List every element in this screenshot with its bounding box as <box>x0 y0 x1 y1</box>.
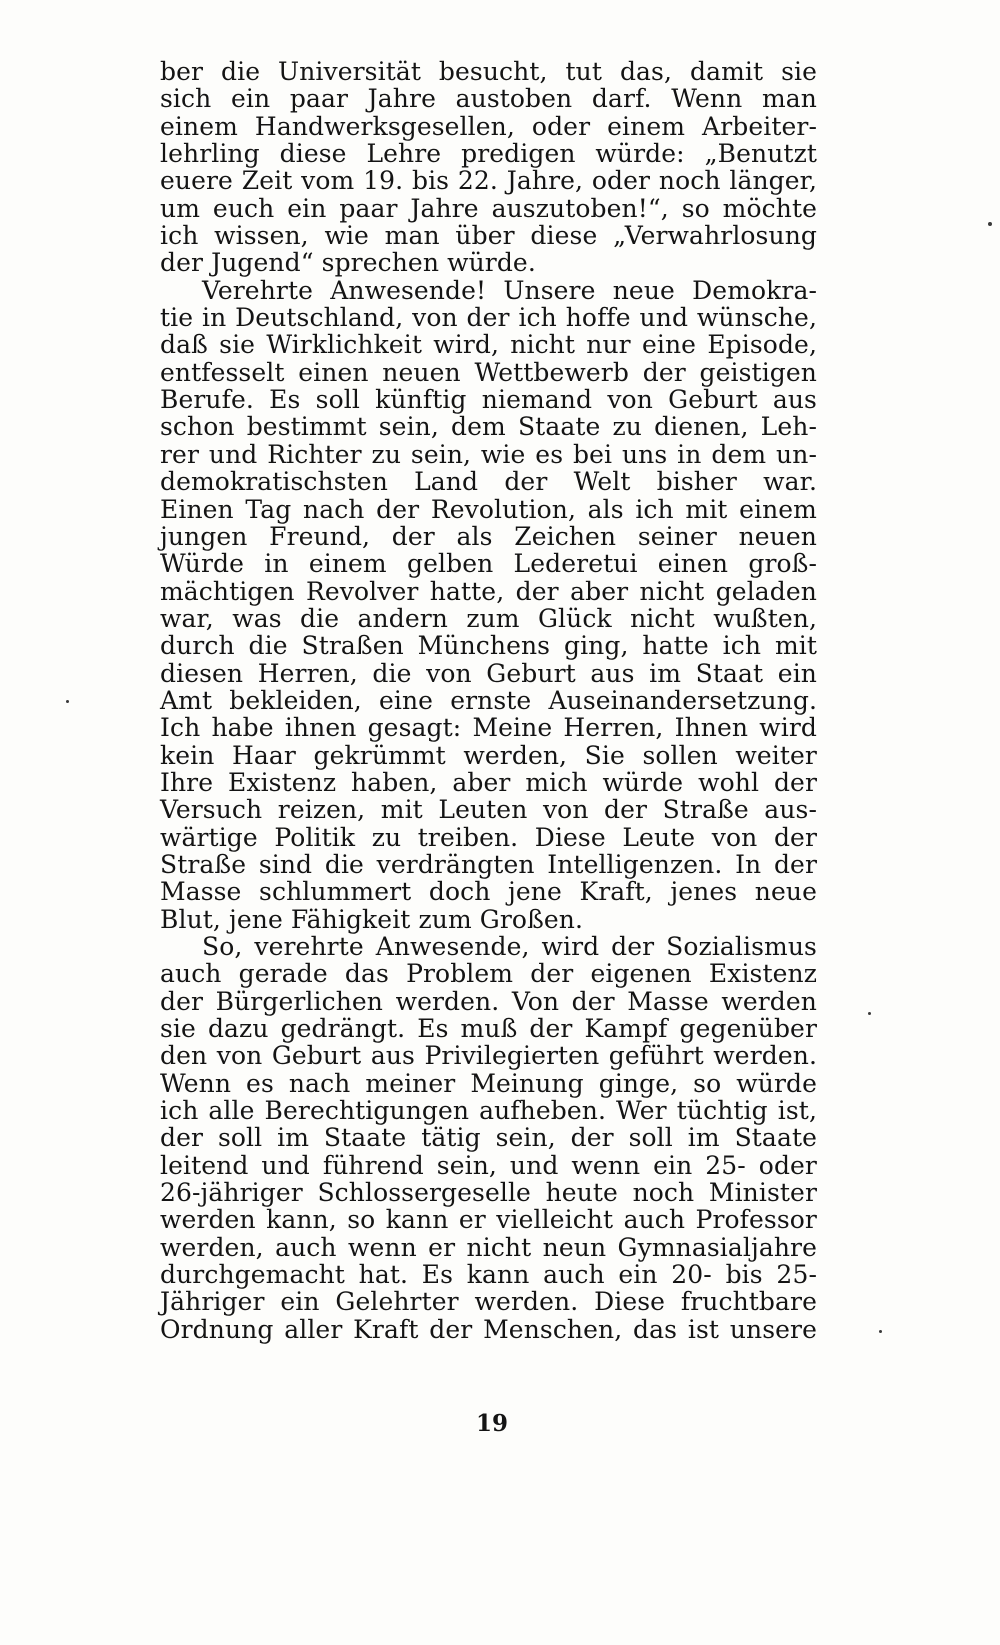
text-line: sie dazu gedrängt. Es muß der Kampf gegenüber <box>160 1014 817 1044</box>
text-line: ber die Universität besucht, tut das, damit sie <box>160 57 817 86</box>
text-line: daß sie Wirklichkeit wird, nicht nur eine Episode, <box>160 330 817 360</box>
text-line: diesen Herren, die von Geburt aus im Staat ein <box>160 658 817 688</box>
text-line: leitend und führend sein, und wenn ein 25- oder <box>160 1150 817 1180</box>
text-line: wärtige Politik zu treiben. Diese Leute von der <box>160 822 817 852</box>
text-line: durchgemacht hat. Es kann auch ein 20- bis 25- <box>160 1260 817 1290</box>
text-line: tie in Deutschland, von der ich hoffe und wünsche, <box>160 303 817 333</box>
text-line: ich alle Berechtigungen aufheben. Wer tüchtig ist, <box>160 1096 817 1126</box>
page-number: 19 <box>475 1410 508 1437</box>
scan-speck <box>66 700 69 703</box>
text-line: Ordnung aller Kraft der Menschen, das ist unsere <box>160 1314 817 1344</box>
text-line: kein Haar gekrümmt werden, Sie sollen weiter <box>160 740 817 770</box>
text-line: entfesselt einen neuen Wettbewerb der geistigen <box>160 357 817 387</box>
text-line: auch gerade das Problem der eigenen Existenz <box>160 959 817 989</box>
text-line: demokratischsten Land der Welt bisher war. <box>160 467 817 497</box>
text-line: Blut, jene Fähigkeit zum Großen. <box>160 904 584 934</box>
text-line: der soll im Staate tätig sein, der soll im Staate <box>160 1123 817 1153</box>
scan-speck <box>879 1330 882 1333</box>
text-line: war, was die andern zum Glück nicht wußten, <box>160 603 817 633</box>
text-line: sich ein paar Jahre austoben darf. Wenn man <box>160 84 817 114</box>
scan-speck <box>868 1012 871 1015</box>
text-line: mächtigen Revolver hatte, der aber nicht geladen <box>160 576 817 606</box>
text-line: einem Handwerksgesellen, oder einem Arbeiter- <box>160 111 817 141</box>
body-text <box>160 58 817 1343</box>
text-line: lehrling diese Lehre predigen würde: „Benutzt <box>160 139 817 169</box>
text-line: Würde in einem gelben Lederetui einen groß- <box>160 549 817 579</box>
text-line: euere Zeit vom 19. bis 22. Jahre, oder noch länger, <box>160 166 817 196</box>
paragraph-first-line: So, verehrte Anwesende, wird der Sozialismus <box>202 932 817 961</box>
paragraph-first-line: Verehrte Anwesende! Unsere neue Demokra- <box>202 275 817 305</box>
text-line: rer und Richter zu sein, wie es bei uns in dem un- <box>160 439 817 469</box>
text-line: durch die Straßen Münchens ging, hatte ich mit <box>160 631 817 661</box>
text-line: der Bürgerlichen werden. Von der Masse werden <box>160 986 817 1016</box>
text-line: Wenn es nach meiner Meinung ginge, so würde <box>160 1068 817 1098</box>
text-line: Berufe. Es soll künftig niemand von Geburt aus <box>160 385 817 415</box>
text-line: Einen Tag nach der Revolution, als ich mit einem <box>160 494 817 524</box>
text-line: 26-jähriger Schlossergeselle heute noch Minister <box>160 1178 817 1208</box>
scan-speck <box>988 222 992 226</box>
text-line: Amt bekleiden, eine ernste Auseinandersetzung. <box>160 685 817 715</box>
text-line: Straße sind die verdrängten Intelligenzen. In der <box>160 849 817 879</box>
text-line: Jähriger ein Gelehrter werden. Diese fruchtbare <box>160 1287 817 1317</box>
text-line: schon bestimmt sein, dem Staate zu dienen, Leh- <box>160 412 817 442</box>
text-line: um euch ein paar Jahre auszutoben!“, so möchte <box>160 193 817 223</box>
text-line: Versuch reizen, mit Leuten von der Straße aus- <box>160 795 817 825</box>
text-line: Ihre Existenz haben, aber mich würde wohl der <box>160 767 817 797</box>
text-line: der Jugend“ sprechen würde. <box>160 248 536 278</box>
text-line: Ich habe ihnen gesagt: Meine Herren, Ihnen wird <box>160 713 817 743</box>
text-line: Masse schlummert doch jene Kraft, jenes neue <box>160 877 817 907</box>
text-line: werden, auch wenn er nicht neun Gymnasialjahre <box>160 1232 817 1262</box>
text-line: werden kann, so kann er vielleicht auch Professor <box>160 1205 817 1235</box>
text-line: den von Geburt aus Privilegierten geführt werden. <box>160 1041 817 1071</box>
text-line: ich wissen, wie man über diese „Verwahrlosung <box>160 221 817 251</box>
text-line: jungen Freund, der als Zeichen seiner neuen <box>160 521 817 551</box>
